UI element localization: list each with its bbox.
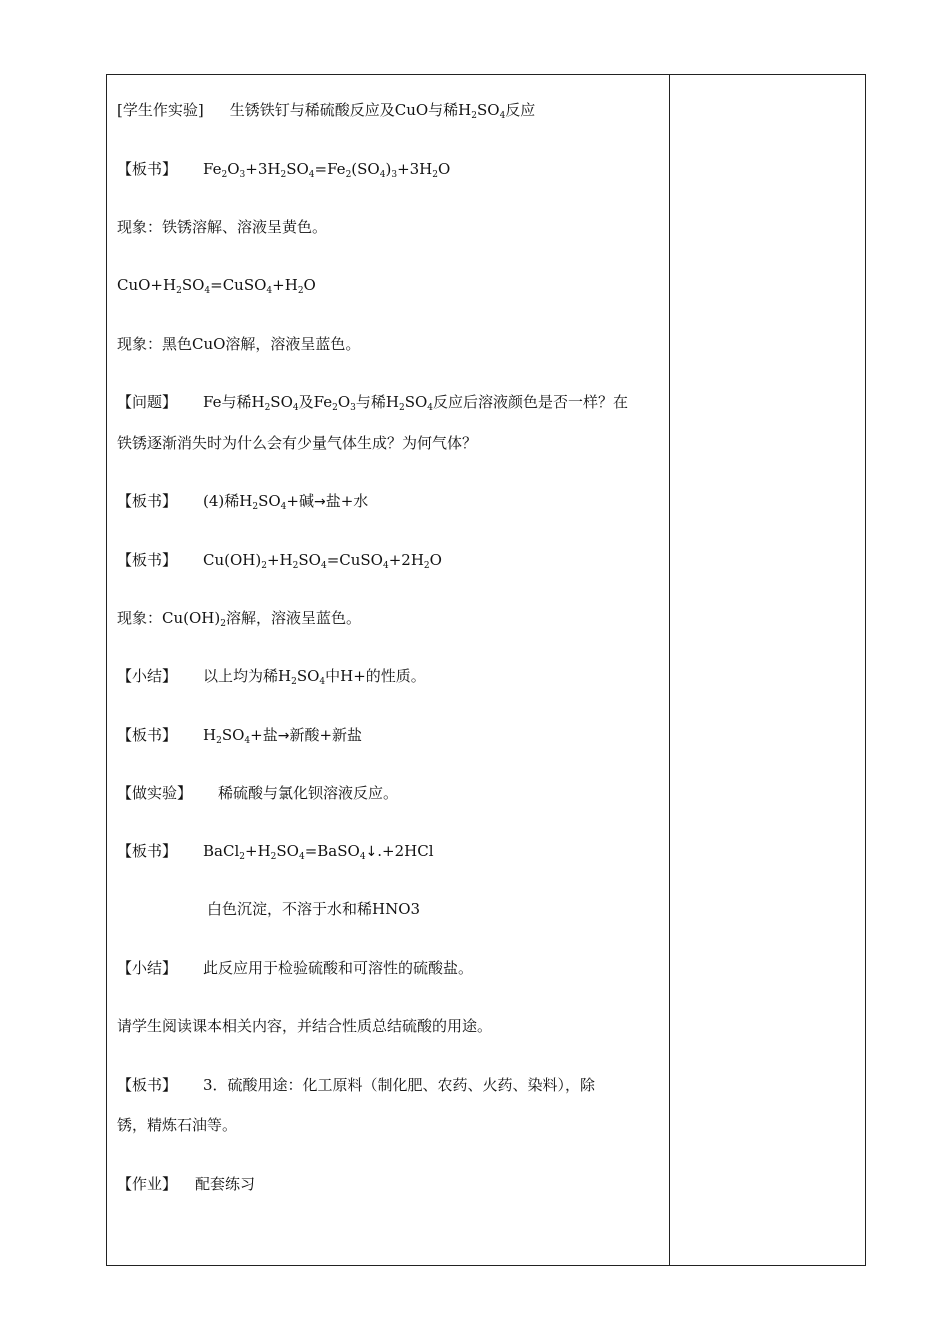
- tag-student-experiment: [学生作实验]: [117, 101, 204, 119]
- board-equation-fe2o3: 【板书】 $Fe_2O_3+3H_2SO_4=Fe_2(SO_4)_3+3H_2O$: [117, 160, 451, 180]
- down-arrow-icon: ↓: [365, 844, 378, 860]
- board-equation-bacl2: 【板书】 $BaCl_2+H_2SO_4=BaSO_4↓.+2HCl$: [117, 842, 434, 862]
- student-experiment-line: [学生作实验] 生锈铁钉与稀硫酸反应及CuO与稀$H_2SO_4$反应: [117, 101, 536, 121]
- reading-instruction: 请学生阅读课本相关内容，并结合性质总结硫酸的用途。: [117, 1017, 493, 1035]
- board-acid-base: 【板书】 (4)稀$H_2SO_4+$碱→盐+水: [117, 492, 369, 512]
- equation-cuo: $CuO+H_2SO_4=CuSO_4+H_2O$: [117, 276, 316, 296]
- observation-rust: 现象：铁锈溶解、溶液呈黄色。: [117, 218, 328, 236]
- precipitate-note: 白色沉淀，不溶于水和稀HNO3: [207, 900, 421, 918]
- column-divider: [669, 75, 670, 1265]
- summary-test: 【小结】 此反应用于检验硫酸和可溶性的硫酸盐。: [117, 959, 474, 977]
- observation-cuo: 现象：黑色CuO溶解，溶液呈蓝色。: [117, 335, 361, 353]
- question-continuation: 铁锈逐渐消失时为什么会有少量气体生成？为何气体？: [117, 434, 478, 452]
- arrow-icon: →: [313, 494, 326, 510]
- observation-cuoh2: 现象：$Cu(OH)_2$溶解，溶液呈蓝色。: [117, 609, 361, 629]
- uses-continuation: 锈，精炼石油等。: [117, 1116, 238, 1134]
- summary-h-plus: 【小结】 以上均为稀$H_2SO_4$中H+的性质。: [117, 667, 426, 687]
- board-equation-cuoh2: 【板书】 $Cu(OH)_2+H_2SO_4=CuSO_4+2H_2O$: [117, 551, 442, 571]
- question-line: 【问题】 Fe与稀$H_2SO_4$及$Fe_2O_3$与稀$H_2SO_4$反应后溶液颜色是否一样？在: [117, 393, 629, 413]
- arrow-icon: →: [277, 728, 290, 744]
- content-cell: [107, 75, 669, 1265]
- board-uses: 【板书】 3．硫酸用途：化工原料（制化肥、农药、火药、染料），除: [117, 1076, 596, 1094]
- board-acid-salt: 【板书】 $H_2SO_4+$盐→新酸+新盐: [117, 726, 363, 746]
- do-experiment-line: 【做实验】 稀硫酸与氯化钡溶液反应。: [117, 784, 399, 802]
- homework-line: 【作业】 配套练习: [117, 1175, 256, 1193]
- notes-cell: [671, 75, 865, 1265]
- lesson-table: [106, 74, 866, 1266]
